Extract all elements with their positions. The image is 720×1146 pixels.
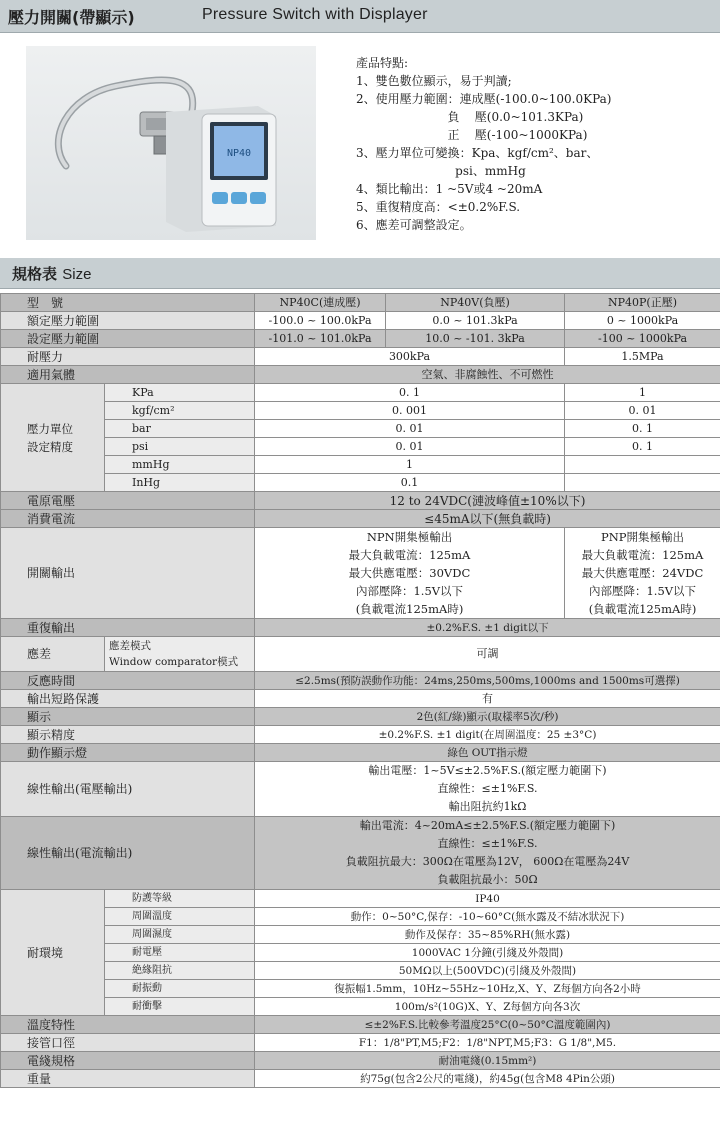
cell-value: ≤2.5ms(預防誤動作功能：24ms,250ms,500ms,1000ms and 1500ms可選擇)	[255, 672, 720, 690]
row-label: 應差	[1, 637, 105, 672]
table-row	[1, 510, 720, 528]
row-label: 耐壓力	[1, 348, 255, 366]
cell-value: IP40	[255, 890, 720, 908]
row-label: 型 號	[1, 294, 255, 312]
table-row	[1, 528, 720, 619]
env-item: 耐振動	[105, 980, 255, 998]
cell-value: F1：1/8"PT,M5;F2：1/8"NPT,M5;F3：G 1/8",M5.	[255, 1034, 720, 1052]
table-row	[1, 420, 720, 438]
table-row	[1, 998, 720, 1016]
unit-name: bar	[105, 420, 255, 438]
cell-value: 空氣、非腐蝕性、不可燃性	[255, 366, 720, 384]
cell-np40p: -100 ~ 1000kPa	[565, 330, 720, 348]
cell-np40p	[565, 474, 720, 492]
cell-value: ±0.2%F.S. ±1 digit(在周圍溫度：25 ±3°C)	[255, 726, 720, 744]
table-row	[1, 926, 720, 944]
row-label: 接管口徑	[1, 1034, 255, 1052]
table-row	[1, 402, 720, 420]
cell-np40cv: 0. 1	[255, 384, 565, 402]
cell-np40cv: 1	[255, 456, 565, 474]
cell-np40p: 0. 1	[565, 438, 720, 456]
product-photo	[26, 46, 316, 240]
cell-value: 1000VAC 1分鐘(引綫及外殼間)	[255, 944, 720, 962]
title-bar	[0, 0, 720, 33]
pressure-switch-illustration	[26, 46, 316, 240]
table-row	[1, 1016, 720, 1034]
feature-line: 5、重復精度高：<±0.2%F.S.	[356, 200, 521, 214]
table-row	[1, 456, 720, 474]
table-row	[1, 980, 720, 998]
npn-output: NPN開集極輸出 最大負載電流：125mA 最大供應電壓：30VDC 內部壓降：1.5V以下 (負載電流125mA時)	[255, 528, 565, 619]
row-label: 顯示	[1, 708, 255, 726]
table-row	[1, 619, 720, 637]
features-heading: 產品特點:	[356, 56, 409, 70]
feature-line: 1、雙色數位顯示，易于判讀;	[356, 74, 512, 88]
feature-line: 6、應差可調整設定。	[356, 218, 472, 232]
hysteresis-modes: 應差模式 Window comparator模式	[105, 637, 255, 672]
cell-value: 有	[255, 690, 720, 708]
cell-np40c: NP40C(連成壓)	[255, 294, 386, 312]
row-label: 線性輸出(電流輸出)	[1, 817, 255, 890]
table-row	[1, 1052, 720, 1070]
spec-table	[0, 293, 720, 1088]
feature-line: 2、使用壓力範圍：連成壓(-100.0~100.0KPa)	[356, 92, 612, 106]
cell-value: 可調	[255, 637, 720, 672]
table-row	[1, 294, 720, 312]
cell-np40p: 0. 1	[565, 420, 720, 438]
cell-np40cv: 0.1	[255, 474, 565, 492]
feature-line: psi、mmHg	[356, 164, 526, 178]
cell-np40v: 10.0 ~ -101. 3kPa	[386, 330, 565, 348]
cell-value: 耐油電綫(0.15mm²)	[255, 1052, 720, 1070]
table-row	[1, 492, 720, 510]
table-row	[1, 762, 720, 817]
table-row	[1, 726, 720, 744]
unit-name: psi	[105, 438, 255, 456]
cell-value: 動作：0~50°C,保存：-10~60°C(無水露及不結冰狀況下)	[255, 908, 720, 926]
cell-np40p: 0. 01	[565, 402, 720, 420]
feature-line: 正 壓(-100~1000KPa)	[356, 128, 588, 142]
table-row	[1, 890, 720, 908]
table-row	[1, 672, 720, 690]
pnp-output: PNP開集極輸出 最大負載電流：125mA 最大供應電壓：24VDC 內部壓降：1.5V以下 (負載電流125mA時)	[565, 528, 720, 619]
cell-np40p: NP40P(正壓)	[565, 294, 720, 312]
cell-value: 約75g(包含2公尺的電綫)，約45g(包含M8 4Pin公頭)	[255, 1070, 720, 1088]
cell-value: 復振幅1.5mm，10Hz~55Hz~10Hz,X、Y、Z每個方向各2小時	[255, 980, 720, 998]
cell-np40p	[565, 456, 720, 474]
row-label: 動作顯示燈	[1, 744, 255, 762]
row-label: 溫度特性	[1, 1016, 255, 1034]
table-row	[1, 366, 720, 384]
unit-name: kgf/cm²	[105, 402, 255, 420]
cell-np40p: 0 ~ 1000kPa	[565, 312, 720, 330]
env-item: 絶緣阻抗	[105, 962, 255, 980]
env-item: 耐電壓	[105, 944, 255, 962]
row-label: 顯示精度	[1, 726, 255, 744]
cell-np40v: NP40V(負壓)	[386, 294, 565, 312]
cell-value: ≤±2%F.S.比較參考溫度25°C(0~50°C溫度範圍內)	[255, 1016, 720, 1034]
row-label: 電原電壓	[1, 492, 255, 510]
unit-name: InHg	[105, 474, 255, 492]
table-row	[1, 1034, 720, 1052]
feature-line: 3、壓力單位可變換：Kpa、kgf/cm²、bar、	[356, 146, 599, 160]
row-label: 額定壓力範圍	[1, 312, 255, 330]
row-label: 輸出短路保護	[1, 690, 255, 708]
table-row	[1, 744, 720, 762]
device-body	[166, 106, 276, 232]
cell-value: 輸出電壓：1~5V≤±2.5%F.S.(額定壓力範圍下) 直線性：≤±1%F.S. 輸出阻抗約1kΩ	[255, 762, 720, 817]
unit-name: mmHg	[105, 456, 255, 474]
spec-section-header	[0, 258, 720, 289]
cell-value: ±0.2%F.S. ±1 digit以下	[255, 619, 720, 637]
cell-np40cv: 0. 001	[255, 402, 565, 420]
row-label: 重復輸出	[1, 619, 255, 637]
table-row	[1, 962, 720, 980]
row-label: 線性輸出(電壓輸出)	[1, 762, 255, 817]
cell-value: 動作及保存：35~85%RH(無水露)	[255, 926, 720, 944]
table-row	[1, 1070, 720, 1088]
table-row	[1, 312, 720, 330]
table-row	[1, 438, 720, 456]
table-row	[1, 708, 720, 726]
cell-np40v: 0.0 ~ 101.3kPa	[386, 312, 565, 330]
row-label: 壓力單位 設定精度	[1, 384, 105, 492]
table-row	[1, 474, 720, 492]
cell-value: 綠色 OUT指示燈	[255, 744, 720, 762]
cell-np40c: -100.0 ~ 100.0kPa	[255, 312, 386, 330]
cell-value: 100m/s²(10G)X、Y、Z每個方向各3次	[255, 998, 720, 1016]
cell-value: ≤45mA以下(無負載時)	[255, 510, 720, 528]
product-features	[356, 54, 611, 234]
table-row	[1, 348, 720, 366]
feature-line: 4、類比輸出：1 ~5V或4 ~20mA	[356, 182, 543, 196]
cell-np40cv: 0. 01	[255, 420, 565, 438]
row-label: 設定壓力範圍	[1, 330, 255, 348]
cell-np40p: 1	[565, 384, 720, 402]
cell-np40cv: 0. 01	[255, 438, 565, 456]
row-label: 反應時間	[1, 672, 255, 690]
cell-value: 50MΩ以上(500VDC)(引綫及外殼間)	[255, 962, 720, 980]
cell-np40p: 1.5MPa	[565, 348, 720, 366]
env-item: 周圍溫度	[105, 908, 255, 926]
table-row	[1, 384, 720, 402]
table-row	[1, 817, 720, 890]
device-display-text: NP40	[226, 148, 252, 159]
row-label: 耐環境	[1, 890, 105, 1016]
unit-name: KPa	[105, 384, 255, 402]
cell-value: 輸出電流：4~20mA≤±2.5%F.S.(額定壓力範圍下) 直線性：≤±1%F.S. 負載阻抗最大：300Ω在電壓為12V， 600Ω在電壓為24V 負載阻抗最小：50Ω	[255, 817, 720, 890]
cell-value: 2色(紅/綠)顯示(取樣率5次/秒)	[255, 708, 720, 726]
row-label: 開關輸出	[1, 528, 255, 619]
row-label: 適用氣體	[1, 366, 255, 384]
env-item: 周圍濕度	[105, 926, 255, 944]
cell-value: 12 to 24VDC(漣波峰值±10%以下)	[255, 492, 720, 510]
row-label: 電綫規格	[1, 1052, 255, 1070]
page-title-en: Pressure Switch with Displayer	[202, 6, 428, 23]
row-label: 重量	[1, 1070, 255, 1088]
env-item: 耐衝擊	[105, 998, 255, 1016]
row-label: 消費電流	[1, 510, 255, 528]
table-row	[1, 637, 720, 672]
env-item: 防護等級	[105, 890, 255, 908]
table-row	[1, 908, 720, 926]
cell-np40c: -101.0 ~ 101.0kPa	[255, 330, 386, 348]
table-row	[1, 690, 720, 708]
page-title-cn: 壓力開關(帶顯示)	[8, 8, 135, 27]
cell-np40cv: 300kPa	[255, 348, 565, 366]
table-row	[1, 944, 720, 962]
section-title: 規格表 Size	[12, 265, 92, 283]
table-row	[1, 330, 720, 348]
feature-line: 負 壓(0.0~101.3KPa)	[356, 110, 584, 124]
